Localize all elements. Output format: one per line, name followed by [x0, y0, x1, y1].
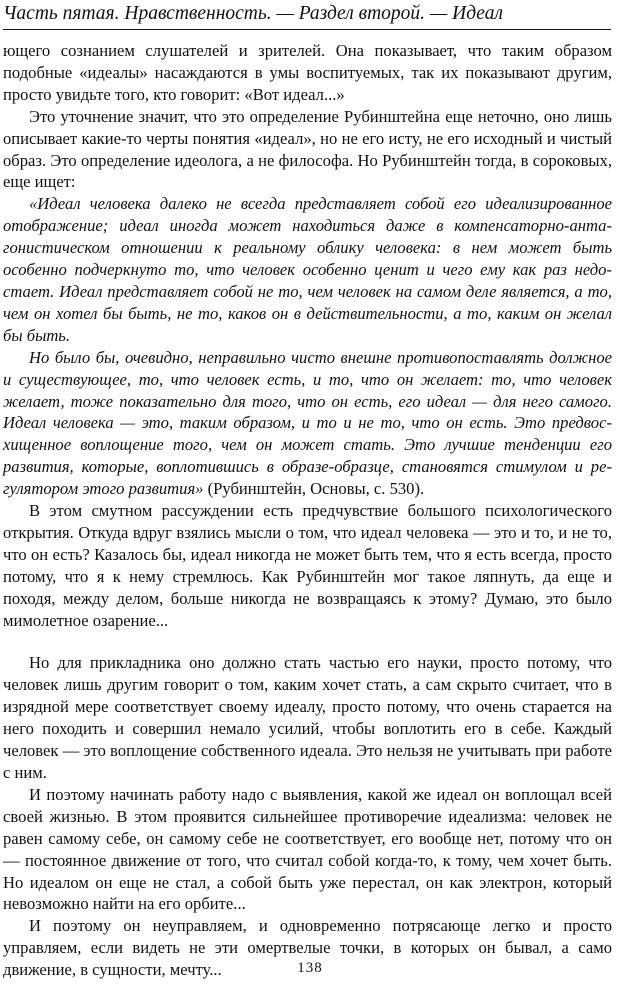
paragraph: Но для прикладника оно должно стать частью его науки, просто потому, что человек лишь другим говорит о том, каким хочет стать, а сам скрыто считает, что в изрядной мере соответствует своему идеалу, просто потому, что очень старается на него походить и совершил немало усилий, чтобы воплотить его в себе. Каждый человек — это воплощение собственного идеала. Это нельзя не учитывать при работе с ним.: [3, 653, 612, 782]
paragraph: В этом смутном рассуждении есть предчувствие большого психологического открытия. Откуда вдруг взялись мысли о том, что идеал человека — это и то, и не то, что он есть? Казалось бы, идеал никогда не может быть тем, что я есть всегда, просто потому, что я к нему стремлюсь. Как Рубинштейн мог такое ляпнуть, да еще и походя, между делом, больше никогда не возвращаясь к этому? Думаю, это было мимолетное озарение...: [3, 501, 612, 630]
paragraph: И поэтому начинать работу надо с выявления, какой же идеал он воплощал всей своей жизнью. В этом проявится сильнейшее противоречие идеализма: человек не равен самому себе, он самому себе не соответствует, его вообще нет, потому что он — постоянное движение от того, что считал собой когда-то, к тому, чем хочет быть. Но идеалом он еще не стал, а собой быть уже перестал, он как электрон, который невозможно найти на его орбите...: [3, 784, 612, 914]
running-header: Часть пятая. Нравственность. — Раздел второй. — Идеал: [3, 3, 503, 24]
paragraph: И поэтому он неуправляем, и одновременно потрясающе легко и просто управляем, если видеть не эти омертвелые точки, в которых он бывал, а само движение, в сущности, мечту...: [3, 916, 612, 980]
quote-source: (Рубинштейн, Основы, с. 530).: [203, 479, 425, 499]
header-rule: [3, 29, 611, 30]
quote-text: Но было бы, очевидно, неправильно чисто внешне противопоставлять должное и существующее, то, что человек есть, и то, что он желает: то, что человек желает, тоже показательно для того, что он есть, его идеал — для него самого. Идеал человека — это, таким образом, и то и не то, что он есть. Это предвосхищенное воплощение того, чем он может стать. Это лучшие тенденции его развития, которые, воплотившись в образе-образце, становятся стимулом и регулятором этого развития»: [3, 347, 612, 499]
page-number: 138: [297, 960, 323, 976]
paragraph: Это уточнение значит, что это определение Рубинштейна еще неточно, оно лишь описывает какие-то черты понятия «идеал», но не его исту, не его исходный и чистый образ. Это определение идеолога, а не философа. Но Рубинштейн тогда, в сороковых, еще ищет:: [3, 106, 612, 192]
paragraph-continued: ющего сознанием слушателей и зрителей. Она показывает, что таким образом подобные «идеалы» насаждаются в умы воспитуемых, так их показывают другим, просто увидьте того, кто говорит: «Вот идеал...»: [3, 41, 612, 104]
page-body: [3, 40, 612, 981]
quote-paragraph: «Идеал человека далеко не всегда представляет собой его идеализированное отображение; идеал иногда может находиться даже в компенсаторно-антагонистическом отношении к реальному облику человека: в нем может быть особенно подчеркнуто то, что человек особенно ценит и чего ему как раз недостает. Идеал представляет собой не то, чем человек на самом деле является, а то, чем он хотел бы быть, не то, каков он в действительности, а то, каким он желал бы быть.: [3, 194, 612, 345]
quote-paragraph-with-source: [3, 347, 612, 500]
